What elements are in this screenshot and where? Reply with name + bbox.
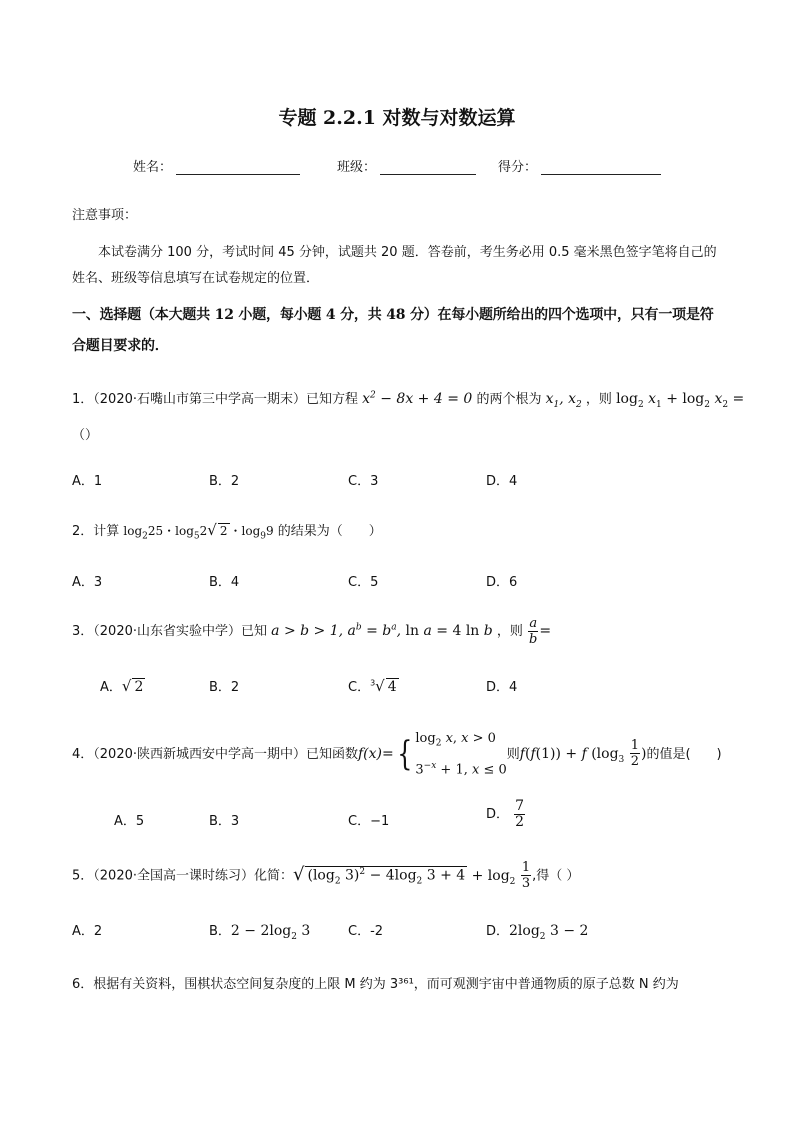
q4-option-b[interactable]: B．3 — [209, 814, 240, 829]
q1-equation: $x^2 - 8x + 4 = 0$ — [362, 390, 473, 407]
question-5 — [72, 860, 579, 891]
q3-prefix: 3．（2020·山东省实验中学）已知 — [72, 624, 267, 639]
q1-prefix: 1．（2020·石嘴山市第三中学高一期末）已知方程 — [72, 392, 358, 407]
q1-then: ，则 — [585, 392, 612, 407]
q5-option-a[interactable]: A．2 — [72, 924, 103, 939]
name-field — [133, 156, 300, 175]
question-6: 6．根据有关资料，围棋状态空间复杂度的上限 M 约为 3³⁶¹，而可观测宇宙中普通物质的原子总数 N 约为 — [72, 977, 679, 992]
q1-option-a[interactable]: A．1 — [72, 474, 103, 489]
q2-option-a[interactable]: A．3 — [72, 575, 103, 590]
notice-body: 本试卷满分 100 分，考试时间 45 分钟，试题共 20 题．答卷前，考生务必用 0.5 毫米黑色签字笔将自己的姓名、班级等信息填写在试卷规定的位置． — [72, 245, 717, 286]
q1-roots: $x_1$, $x_2$ — [545, 391, 582, 410]
q4-then: 则 — [506, 746, 520, 762]
score-label: 得分： — [498, 160, 538, 175]
section-heading: 一、选择题（本大题共 12 小题，每小题 4 分，共 48 分）在每小题所给出的四个选项中，只有一项是符合题目要求的． — [72, 307, 714, 354]
class-label: 班级： — [337, 160, 377, 175]
q3-option-b[interactable]: B．2 — [209, 680, 240, 695]
q2-expression: $\log_225$・$\log_52√$ 2 ・$\log_99$ — [123, 521, 274, 542]
q1-option-d[interactable]: D．4 — [486, 474, 518, 489]
q3-option-d[interactable]: D．4 — [486, 680, 518, 695]
class-blank[interactable] — [380, 160, 476, 175]
name-blank[interactable] — [176, 160, 300, 175]
question-2 — [72, 520, 382, 541]
q4-option-d[interactable]: D． $\frac{7}{2}$ — [486, 798, 525, 830]
q5-suffix: ,得（ ） — [532, 868, 580, 884]
q1-option-b[interactable]: B．2 — [209, 474, 240, 489]
q4-brace: { — [396, 734, 413, 775]
q5-option-c[interactable]: C．-2 — [348, 924, 384, 939]
q2-option-b[interactable]: B．4 — [209, 575, 240, 590]
q5-expression: √ ($\log_2$ $3)^2 - 4\log_2$ $3 + 4 + \log_2$ $\frac{1}{3}$ — [293, 860, 531, 891]
q1-option-c[interactable]: C．3 — [348, 474, 379, 489]
q5-option-b[interactable]: B．$2 - 2\log_2$ 3 — [209, 923, 311, 942]
q4-prefix: 4．（2020·陕西新城西安中学高一期中）已知函数 — [72, 746, 358, 762]
q3-option-c[interactable]: C．$^3$√ 4 — [348, 677, 397, 695]
q2-option-c[interactable]: C．5 — [348, 575, 379, 590]
question-4 — [72, 728, 722, 781]
q4-expression: f(f(1)) + f ($\log_3$ $\frac{1}{2}$ ) — [519, 738, 647, 770]
q5-option-d[interactable]: D．$2\log_2$ 3 − 2 — [486, 923, 589, 942]
page-title: 专题 2.2.1 对数与对数运算 — [278, 107, 516, 129]
q5-prefix: 5．（2020·全国高一课时练习）化简： — [72, 868, 293, 884]
q4-option-c[interactable]: C．−1 — [348, 814, 390, 829]
q1-paren: （） — [72, 428, 99, 443]
q4-suffix: 的值是( ) — [646, 746, 722, 762]
class-field — [337, 156, 476, 175]
question-3: 3．（2020·山东省实验中学）已知 a > b > 1, $a^b = b^a$, ln a = 4 ln b ，则 $\frac{a}{b}$ = — [72, 616, 552, 647]
q4-func: f(x)= — [358, 745, 394, 762]
q4-cases: $\log_2 x$, x > 0 $3^{-x} + 1$, x ≤ 0 — [415, 731, 507, 777]
q3-condition: a > b > 1, $a^b = b^a$, — [271, 622, 406, 639]
q4-option-a[interactable]: A．5 — [114, 814, 145, 829]
name-label: 姓名： — [133, 160, 173, 175]
question-1 — [72, 388, 744, 410]
q2-suffix: 的结果为（ ） — [277, 524, 382, 539]
q1-mid: 的两个根为 — [476, 392, 542, 407]
q3-fraction: $\frac{a}{b}$ — [529, 616, 538, 647]
notice-title: 注意事项： — [72, 208, 138, 223]
q2-prefix: 2．计算 — [72, 524, 120, 539]
q3-condition-ln: ln a = 4 ln b — [405, 623, 493, 639]
q3-then: ，则 — [496, 624, 523, 639]
score-blank[interactable] — [541, 160, 661, 175]
q1-expression: $\log_2 x_1 + \log_2 x_2$ = — [616, 391, 745, 410]
score-field — [498, 156, 661, 175]
q2-option-d[interactable]: D．6 — [486, 575, 518, 590]
q3-option-a[interactable]: A．√ 2 — [100, 677, 144, 695]
